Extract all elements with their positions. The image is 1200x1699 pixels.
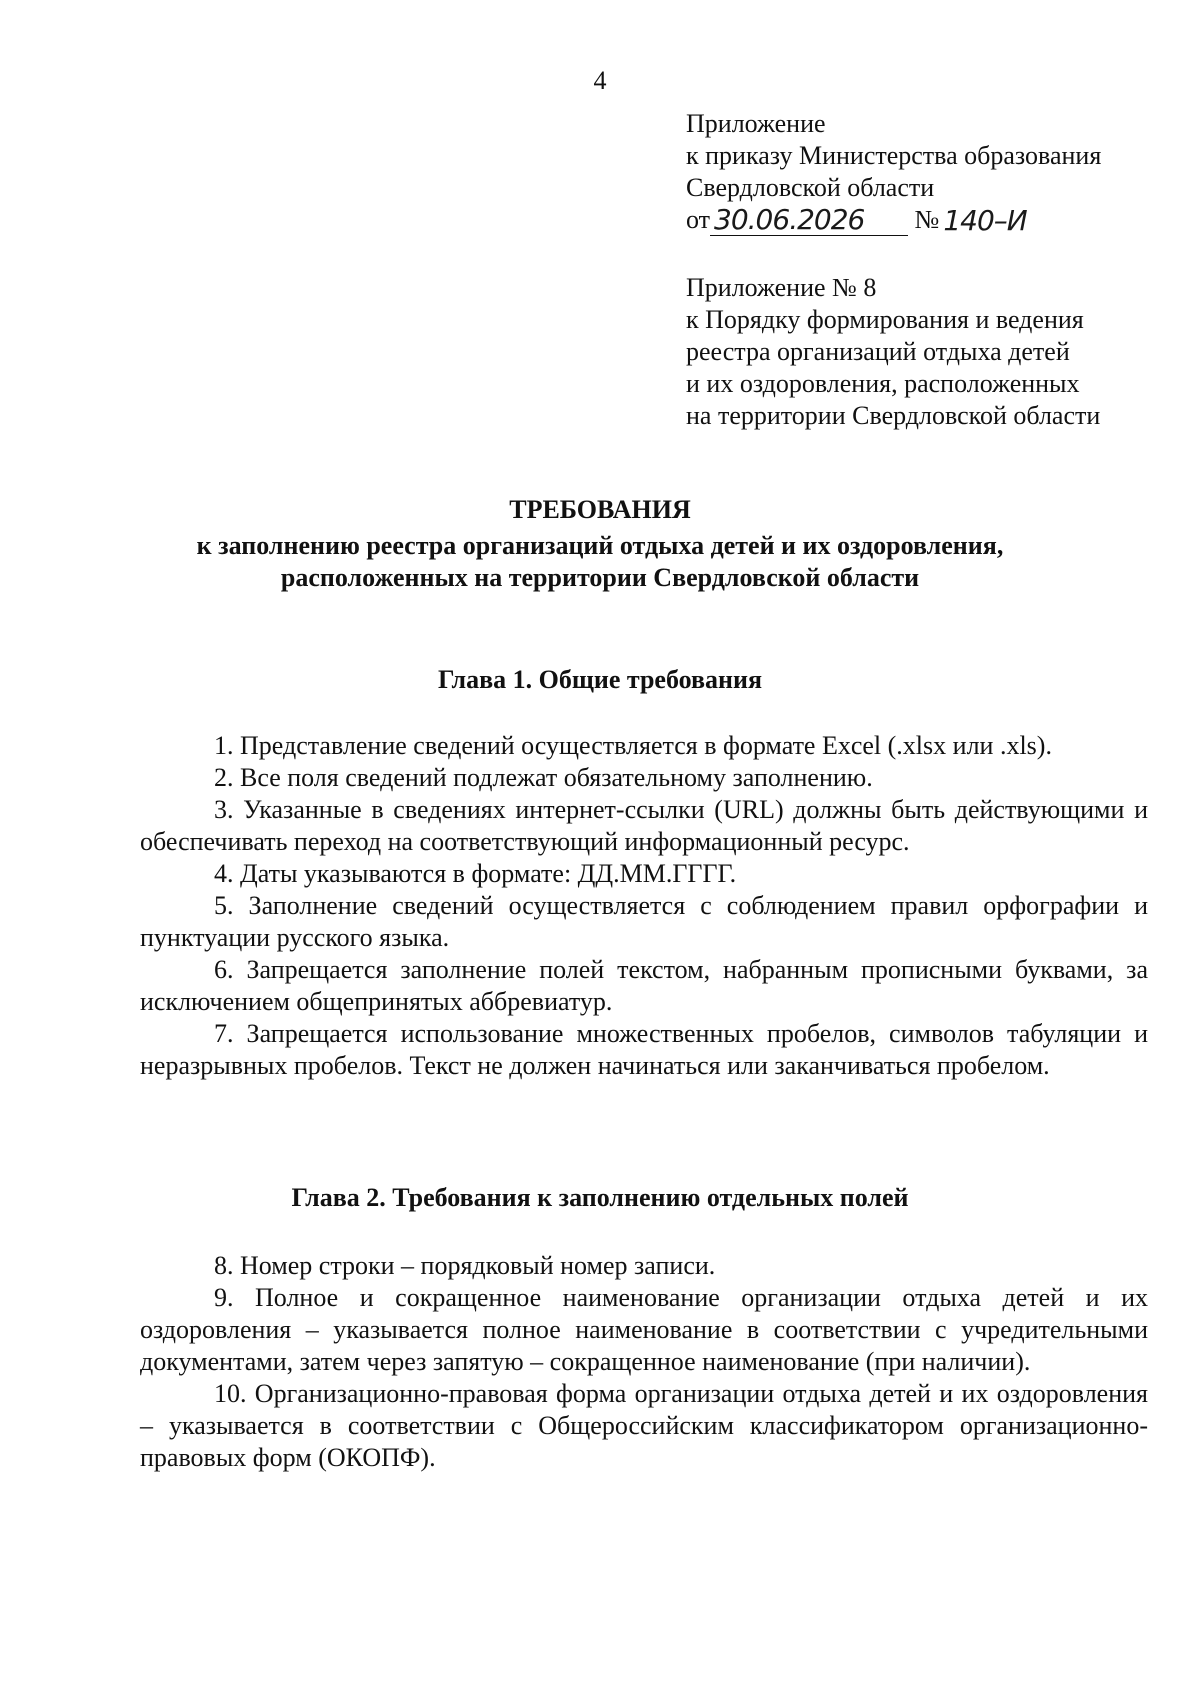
requirement-item: 3. Указанные в сведениях интернет-ссылки (URL) должны быть действующими и обеспечивать переход на соответствующий информационный ресурс. (140, 795, 1148, 856)
handwritten-number: 140–И (943, 204, 1027, 237)
number-prefix: № (914, 205, 940, 234)
appendix-8-line: и их оздоровления, расположенных (686, 369, 1080, 398)
requirement-item: 9. Полное и сокращенное наименование организации отдыха детей и их оздоровления – указывается полное наименование в соответствии с учредительными документами, затем через запятую – сокращенное наименование (при наличии). (140, 1283, 1148, 1376)
requirement-item: 7. Запрещается использование множественных пробелов, символов табуляции и неразрывных пробелов. Текст не должен начинаться или заканчиваться пробелом. (140, 1019, 1148, 1080)
chapter-2-heading: Глава 2. Требования к заполнению отдельных полей (291, 1183, 909, 1212)
appendix-8-line: к Порядку формирования и ведения (686, 305, 1084, 334)
appendix-8-title: Приложение № 8 (686, 273, 877, 302)
document-subtitle: к заполнению реестра организаций отдыха детей и их оздоровления, расположенных на территории Свердловской области (196, 531, 1004, 592)
document-title: ТРЕБОВАНИЯ (509, 495, 691, 524)
requirement-item: 6. Запрещается заполнение полей текстом, набранным прописными буквами, за исключением общепринятых аббревиатур. (140, 955, 1148, 1016)
appendix-header (686, 108, 1186, 236)
requirement-item: 8. Номер строки – порядковый номер записи. (214, 1251, 716, 1280)
requirement-item: 10. Организационно-правовая форма организации отдыха детей и их оздоровления – указывается в соответствии с Общероссийским классификатором организационно-правовых форм (ОКОПФ). (140, 1379, 1148, 1472)
appendix-8-line: реестра организаций отдыха детей (686, 337, 1070, 366)
appendix-order-line: к приказу Министерства образования (686, 141, 1102, 170)
chapter-2-items (140, 1250, 1148, 1474)
date-prefix: от (686, 205, 711, 234)
requirement-item: 1. Представление сведений осуществляется в формате Excel (.xlsx или .xls). (214, 731, 1052, 760)
appendix-8-block (686, 272, 1186, 432)
appendix-title: Приложение (686, 109, 826, 138)
appendix-date-number-line (686, 204, 1186, 236)
number-field (939, 204, 1049, 237)
requirement-item: 5. Заполнение сведений осуществляется с соблюдением правил орфографии и пунктуации русского языка. (140, 891, 1148, 952)
requirement-item: 4. Даты указываются в формате: ДД.ММ.ГГГГ. (214, 859, 737, 888)
page-number: 4 (593, 66, 607, 95)
handwritten-date: 30.06.2026 (714, 203, 865, 236)
appendix-region-line: Свердловской области (686, 173, 935, 202)
requirement-item: 2. Все поля сведений подлежат обязательному заполнению. (214, 763, 873, 792)
chapter-1-items (140, 730, 1148, 1082)
appendix-8-line: на территории Свердловской области (686, 401, 1101, 430)
chapter-1-heading: Глава 1. Общие требования (437, 665, 763, 694)
date-field (710, 203, 908, 236)
